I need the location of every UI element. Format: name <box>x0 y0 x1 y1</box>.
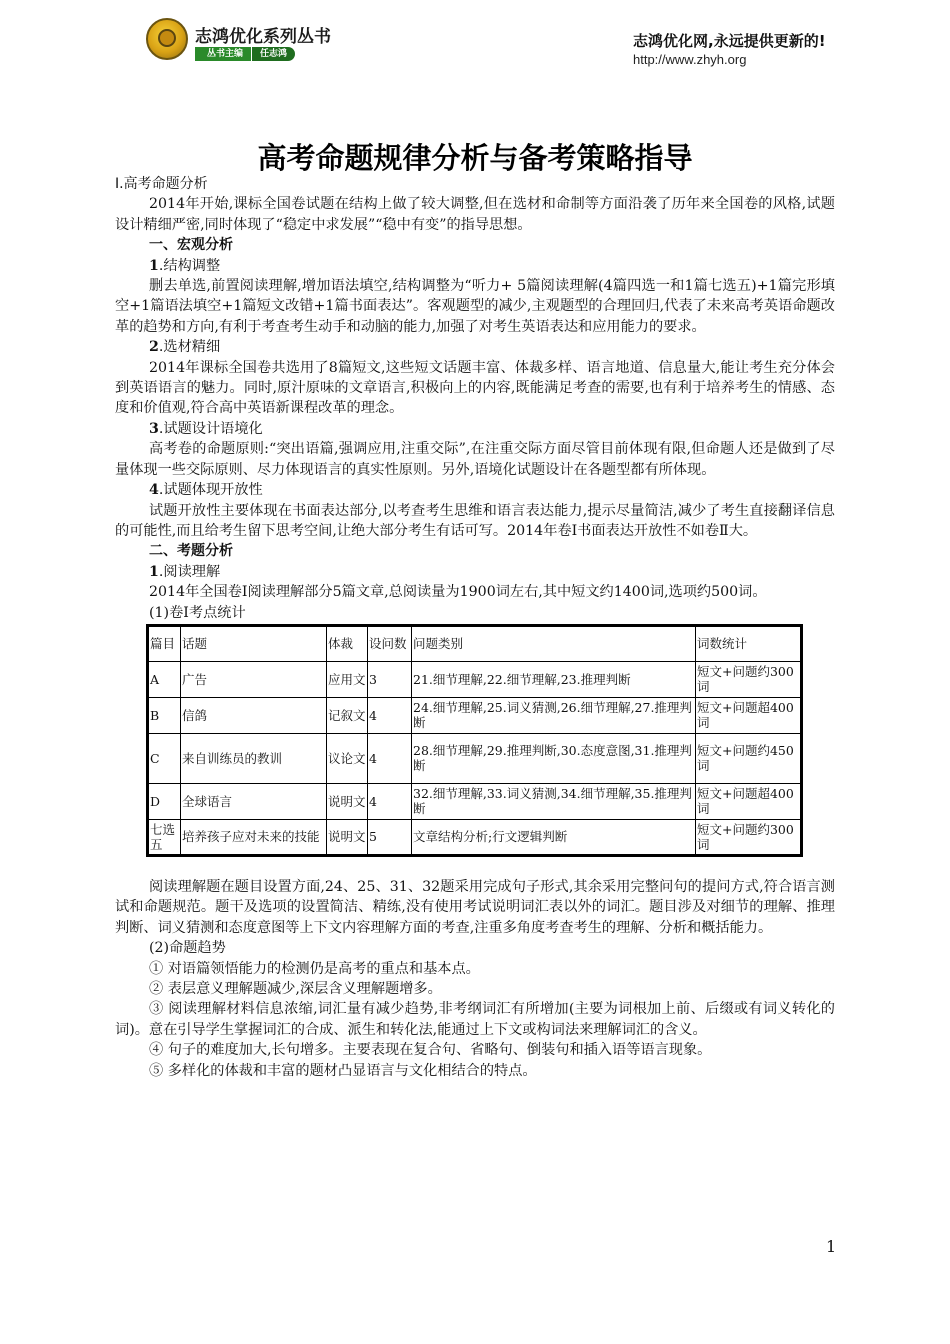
item-title: .选材精细 <box>158 339 221 356</box>
item-title: .阅读理解 <box>158 563 221 580</box>
table-row <box>148 661 802 697</box>
header-cell: 问题类别 <box>412 625 696 661</box>
table-cell: C <box>148 733 181 783</box>
table-cell: 广告 <box>181 661 327 697</box>
table-cell: 记叙文 <box>327 697 368 733</box>
trend-item: ③ 阅读理解材料信息浓缩,词汇量有减少趋势,非考纲词汇有所增加(主要为词根加上前、后缀或有词义转化的词)。意在引导学生掌握词汇的合成、派生和转化法,能通过上下文或构词法来理解词汇的含义。 <box>115 1001 835 1038</box>
table-cell: 32.细节理解,33.词义猜测,34.细节理解,35.推理判断 <box>412 783 696 819</box>
editor-name: 任志鸿 <box>251 47 295 61</box>
table-cell: 来自训练员的教训 <box>181 733 327 783</box>
table-caption: (1)卷Ⅰ考点统计 <box>149 604 246 621</box>
table-cell: 说明文 <box>327 783 368 819</box>
sec1-item2-text: 2014年课标全国卷共选用了8篇短文,这些短文话题丰富、体裁多样、语言地道、信息量大,能让考生充分体会到英语语言的魅力。同时,原汁原味的文章语言,积极向上的内容,既能满足考查的需要,也有利于培养考生的情感、态度和价值观,符合高中英语新课程改革的理念。 <box>115 359 835 417</box>
item-number: 2 <box>149 339 159 356</box>
table-cell: 短文+问题约450词 <box>696 733 802 783</box>
table-cell: 短文+问题约300词 <box>696 661 802 697</box>
editor-badge <box>195 47 295 61</box>
header-cell: 体裁 <box>327 625 368 661</box>
table-cell: 说明文 <box>327 819 368 855</box>
sec2-item1-heading <box>115 562 835 582</box>
item-title: .结构调整 <box>158 257 221 274</box>
header-slogan: 志鸿优化网,永远提供更新的! <box>633 32 826 50</box>
document-body <box>115 174 835 1081</box>
table-cell: D <box>148 783 181 819</box>
trend-heading: (2)命题趋势 <box>149 940 226 957</box>
table-cell: 议论文 <box>327 733 368 783</box>
table-cell: 全球语言 <box>181 783 327 819</box>
editor-label: 丛书主编 <box>195 47 251 61</box>
table-header-row <box>148 625 802 661</box>
after-table-paragraph: 阅读理解题在题目设置方面,24、25、31、32题采用完成句子形式,其余采用完整问句的提问方式,符合语言测试和命题规范。题干及选项的设置简洁、精练,没有使用考试说明词汇表以外的词汇。题目涉及对细节的理解、推理判断、词义猜测和态度意图等上下文内容理解方面的考查,注重多角度考查考生的理解、分析和概括能力。 <box>115 878 835 936</box>
sec1-item1-heading <box>115 256 835 276</box>
table-cell: 21.细节理解,22.细节理解,23.推理判断 <box>412 661 696 697</box>
header-cell: 篇目 <box>148 625 181 661</box>
table-cell: 28.细节理解,29.推理判断,30.态度意图,31.推理判断 <box>412 733 696 783</box>
table-row <box>148 783 802 819</box>
table-cell: B <box>148 697 181 733</box>
page-header <box>0 0 950 92</box>
sec1-item3-text: 高考卷的命题原则:“突出语篇,强调应用,注重交际”,在注重交际方面尽管目前体现有限,但命题人还是做到了尽量体现一些交际原则、尽力体现语言的真实性原则。另外,语境化试题设计在各题型都有所体现。 <box>115 441 835 478</box>
item-title: .试题设计语境化 <box>158 420 263 437</box>
header-cell: 设问数 <box>368 625 412 661</box>
item-number: 4 <box>149 482 159 499</box>
table-cell: 24.细节理解,25.词义猜测,26.细节理解,27.推理判断 <box>412 697 696 733</box>
table-cell: 信鸽 <box>181 697 327 733</box>
table-cell: 应用文 <box>327 661 368 697</box>
table-cell: 5 <box>368 819 412 855</box>
section1-heading: 一、宏观分析 <box>149 237 233 254</box>
table-cell: 短文+问题超400词 <box>696 783 802 819</box>
sec1-item1-text: 删去单选,前置阅读理解,增加语法填空,结构调整为“听力+ 5篇阅读理解(4篇四选一和1篇七选五)+1篇完形填空+1篇语法填空+1篇短文改错+1篇书面表达”。客观题型的减少,主观题型的合理回归,代表了未来高考英语命题改革的趋势和方向,有利于考查考生动手和动脑的能力,加强了对考生英语表达和应用能力的要求。 <box>115 278 835 335</box>
item-number: 3 <box>149 420 159 437</box>
table-cell: 短文+问题超400词 <box>696 697 802 733</box>
table-row <box>148 697 802 733</box>
header-cell: 词数统计 <box>696 625 802 661</box>
trend-item: ② 表层意义理解题减少,深层含义理解题增多。 <box>149 980 442 997</box>
table-cell: 4 <box>368 733 412 783</box>
part1-heading: Ⅰ.高考命题分析 <box>115 176 208 192</box>
table-row <box>148 819 802 855</box>
series-title: 志鸿优化系列丛书 <box>195 27 331 47</box>
table-cell: 3 <box>368 661 412 697</box>
header-cell: 话题 <box>181 625 327 661</box>
series-logo-icon <box>146 18 188 60</box>
item-number: 1 <box>149 257 159 274</box>
trend-item: ① 对语篇领悟能力的检测仍是高考的重点和基本点。 <box>149 960 480 977</box>
section2-heading: 二、考题分析 <box>149 543 233 560</box>
page-number: 1 <box>826 1237 837 1256</box>
trend-item: ⑤ 多样化的体裁和丰富的题材凸显语言与文化相结合的特点。 <box>149 1062 537 1079</box>
document-title: 高考命题规律分析与备考策略指导 <box>257 141 693 175</box>
table-cell: 文章结构分析;行文逻辑判断 <box>412 819 696 855</box>
table-row <box>148 733 802 783</box>
exam-stats-table <box>146 624 803 857</box>
header-url[interactable]: http://www.zhyh.org <box>633 52 747 67</box>
spacer <box>115 857 835 877</box>
intro-paragraph: 2014年开始,课标全国卷试题在结构上做了较大调整,但在选材和命制等方面沿袭了历年来全国卷的风格,试题设计精细严密,同时体现了“稳定中求发展”“稳中有变”的指导思想。 <box>115 196 835 233</box>
table-cell: 4 <box>368 783 412 819</box>
sec1-item4-text: 试题开放性主要体现在书面表达部分,以考查考生思维和语言表达能力,提示尽量简洁,减少了考生直接翻译信息的可能性,而且给考生留下思考空间,让绝大部分考生有话可写。2014年卷Ⅰ书面表达开放性不如卷Ⅱ大。 <box>115 502 835 539</box>
item-number: 1 <box>149 563 159 580</box>
sec1-item3-heading <box>115 419 835 439</box>
table-cell: 七选五 <box>148 819 181 855</box>
sec2-item1-text: 2014年全国卷Ⅰ阅读理解部分5篇文章,总阅读量为1900词左右,其中短文约1400词,选项约500词。 <box>149 584 767 601</box>
table-cell: 4 <box>368 697 412 733</box>
item-title: .试题体现开放性 <box>158 482 263 499</box>
sec1-item2-heading <box>115 337 835 357</box>
trend-item: ④ 句子的难度加大,长句增多。主要表现在复合句、省略句、倒装句和插入语等语言现象。 <box>149 1042 712 1059</box>
table-cell: 短文+问题约300词 <box>696 819 802 855</box>
table-cell: A <box>148 661 181 697</box>
table-cell: 培养孩子应对未来的技能 <box>181 819 327 855</box>
sec1-item4-heading <box>115 480 835 500</box>
